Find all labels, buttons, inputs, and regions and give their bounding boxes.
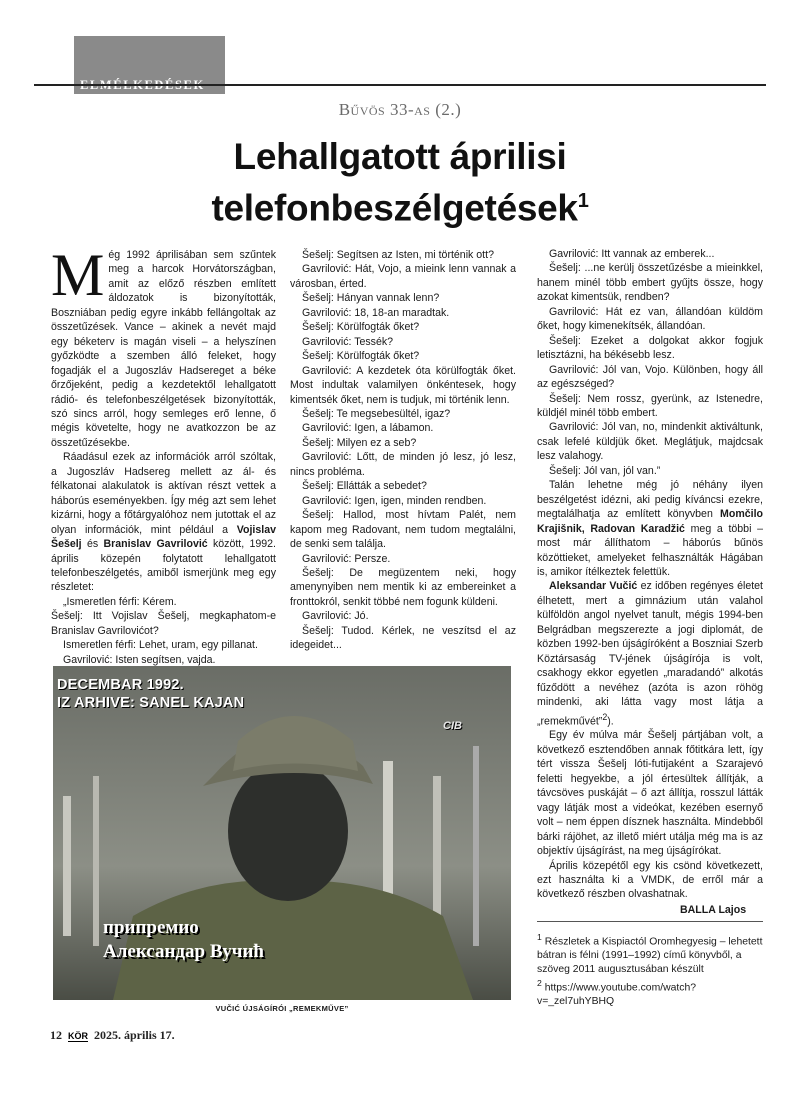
dialogue-line: Šešelj: Ezeket a dolgokat akkor fogjuk letisztázni, ha békésebb lesz. [537, 334, 763, 362]
photo-overlay-text: DECEMBAR 1992. IZ ARHIVE: SANEL KAJAN [57, 677, 245, 711]
dialogue-line: Šešelj: Hallod, most hívtam Palét, nem kapom meg Radovant, nem tudom megtalálni, de senki sem találja. [290, 509, 516, 551]
dialogue-line: Gavrilović: Igen, igen, minden rendben. [302, 494, 487, 507]
column-3 [537, 247, 763, 902]
dialogue-line: Šešelj: Segítsen az Isten, mi történik ott? [302, 249, 494, 261]
dialogue-line: Šešelj: Ellátták a sebedet? [302, 480, 427, 493]
dialogue-line: Šešelj: Körülfogták őket? [302, 350, 420, 363]
page-footer [50, 1028, 175, 1043]
video-still-photo [53, 666, 511, 1000]
dialogue-line: Gavrilović: Jó. [302, 610, 369, 623]
column-1 [51, 242, 276, 667]
page-number: 12 [50, 1028, 62, 1042]
tv-logo: CIB [443, 720, 462, 732]
person-name: Aleksandar Vučić [549, 580, 638, 593]
dialogue-line: Šešelj: Te megsebesültél, igaz? [302, 407, 451, 420]
dialogue-line: Šešelj: Hányan vannak lenn? [302, 292, 440, 305]
person-name: Momčilo Krajišnik, Radovan Karadžić [537, 508, 763, 535]
dialogue-line: Šešelj: Körülfogták őket? [302, 321, 420, 334]
issue-date: 2025. április 17. [94, 1028, 175, 1042]
photo-subtitle: припремио Александар Вучић [103, 917, 264, 962]
paragraph: Egy év múlva már Šešelj pártjában volt, a következő esztendőben annak főtitkára lett, így tért vissza Šešelj lóti-futijaként a Szarajevó feletti hegyekbe, a jól értesültek állítják, a távcsöves puskáját – ő azt állítja, rosszul látták vagy látják most a videókat, kezében esernyő volt – nem éppen dísznek használta. Mindebből bárki rájöhet, az illető miért utálja még ma is az objektív újságírást, na meg újságírókat. [537, 729, 763, 858]
dialogue-line: Šešelj: De megüzentem neki, hogy amenynyiben nem mentik ki az embereinket a fronttokról, senkit többé nem fogunk küldeni. [290, 566, 516, 608]
dialogue-line: Gavrilović: Lőtt, de minden jó lesz, jó lesz, nincs probléma. [290, 451, 516, 478]
dialogue-line: Šešelj: Jól van, jól van.” [549, 464, 661, 477]
dialogue-line: „Ismeretlen férfi: Kérem. [63, 595, 177, 608]
footnote-rule [537, 921, 763, 922]
paragraph: Talán lehetne még jó néhány ilyen beszélgetést idézni, aki pedig kíváncsi ezekre, megtalálhatja az említett könyvben Momčilo Krajišnik, Radovan Karadžić meg a többi – most már állíthatom – háborús bűnös közöttieket, amelyeket felhasználták Hágában is, amikor ítélkeztek felettük. [537, 479, 763, 578]
dialogue-line: Gavrilović: Hát ez van, állandóan küldöm őket, hogy kimenekítsék, állandóan. [537, 305, 763, 333]
dialogue-line: Šešelj: Milyen ez a seb? [302, 436, 417, 449]
dialogue-line: Šešelj: ...ne kerülj összetűzésbe a mieinkkel, hanem minél több embert gyűjts össze, hogy azokat kimentsük, rendben? [537, 262, 763, 304]
paragraph: Még 1992 áprilisában sem szűntek meg a harcok Horvátországban, amit az előző részben említett áldozatok is bizonyították, Boszniában pedig egyre inkább fellángoltak az összetűzések. Vance – akinek a nevét majd egy béketerv is magán viseli – a helyszínen győzködte a szemben álló feleket, hogy fogadják el a Jugoszláv Hadsereget a béke őrzőjeként, pedig a kezdetektől lehallgatott rádió- és telefonbeszélgetések bizonyították, szó sincs arról, hogy semleges erő lenne, ő mégis követelte, hogy ne avatkozzon be az összetűzésekbe. [51, 242, 276, 449]
section-rule [34, 84, 766, 86]
author: BALLA Lajos [680, 904, 747, 916]
dialogue-line: Gavrilović: Jól van, no, mindenkit aktiváltunk, csak lefelé küldjük őket. Meglátjuk, majdcsak lesz valahogy. [537, 421, 763, 463]
headline-line1: Lehallgatott áprilisi [233, 136, 567, 177]
kicker: Bűvös 33-as (2.) [338, 100, 462, 119]
dialogue-line: Gavrilović: A kezdetek óta körülfogták őket. Most indultak valamilyen önkéntesek, hogy kimentsék őket, nem is tudjuk, mi történik lenn. [290, 364, 516, 406]
dialogue-line: Šešelj: Itt Vojislav Šešelj, megkaphatom-e Branislav Gavrilovićot? [51, 610, 276, 637]
section-label: ELMÉLKEDÉSEK [80, 78, 205, 92]
dropcap: M [51, 242, 105, 308]
person-name: Vojislav Šešelj [51, 523, 276, 551]
paragraph: Aleksandar Vučić ez időben regényes életet élhetett, mert a gimnázium után valahol külföldön angol nyelvet tanult, mégis 1994-ben Belgrádban megszerezte a jogi diplomát, de közben 1992-ben újságíróként a Boszniai Szerb Köztársaság TV-jének újságírója is volt, csakhogy ekkor egyetlen „maradandó” alkotás fűződött a nevéhez (azóta is azon röhög mindenki, aki látta vagy most látja a „remekművét”$^2$). [537, 580, 763, 728]
person-name: Branislav Gavrilović [103, 538, 208, 551]
footnote: $^1$ Részletek a Kispiactól Oromhegyesig – lehetett bátran is félni (1991–1992) című könyvből, a szöveg 2011 augusztusában készült [537, 932, 763, 976]
dialogue-line: Gavrilović: Igen, a lábamon. [302, 422, 434, 435]
headline-footnote-ref: 1 [577, 190, 589, 212]
footnote: $^2$ https://www.youtube.com/watch?v=_zel7uhYBHQ [537, 977, 697, 1008]
dialogue-line: Gavrilović: Jól van, Vojo. Különben, hogy áll az egészséged? [537, 363, 763, 391]
dialogue-line: Gavrilović: Isten segítsen, vajda. [63, 653, 216, 666]
footnotes [537, 931, 763, 1009]
paragraph: Ráadásul ezek az információk arról szóltak, a Jugoszláv Hadsereg mellett az ál- és félkatonai alakulatok is aktívan részt vettek a háborús eseményekben. Így még azt sem lehet kizárni, hogy a főtárgyalóhoz nem jutottak el az olyan információk, mint például a Vojislav Šešelj és Branislav Gavrilović között, 1992. április közepén folytatott lehallgatott telefonbeszélgetés, amiből ismerjünk meg egy részletet: [51, 451, 276, 594]
dialogue-line: Gavrilović: Hát, Vojo, a mieink lenn vannak a városban, érted. [290, 263, 516, 290]
dialogue-line: Šešelj: Tudod. Kérlek, ne veszítsd el az idegeidet... [290, 624, 516, 652]
dialogue-line: Gavrilović: Tessék? [302, 335, 394, 348]
headline-line2: telefonbeszélgetések [211, 187, 578, 229]
headline [0, 135, 800, 230]
dialogue-line: Ismeretlen férfi: Lehet, uram, egy pillanat. [63, 639, 258, 652]
dialogue-line: Gavrilović: 18, 18-an maradtak. [302, 306, 450, 319]
column-2 [290, 248, 516, 653]
dialogue-line: Šešelj: Nem rossz, gyerünk, az Istenedre, küldjél minél több embert. [537, 392, 763, 419]
photo-caption: VUČIĆ ÚJSÁGÍRÓI „REMEKMŰVE” [215, 1004, 349, 1013]
dialogue-line: Gavrilović: Persze. [302, 552, 391, 565]
paragraph: Április közepétől egy kis csönd következett, ezt használta ki a VMDK, de erről már a következő részben olvashatnak. [537, 859, 763, 901]
magazine-logo: KÖR [68, 1031, 88, 1041]
dialogue-line: Gavrilović: Itt vannak az emberek... [549, 248, 715, 260]
